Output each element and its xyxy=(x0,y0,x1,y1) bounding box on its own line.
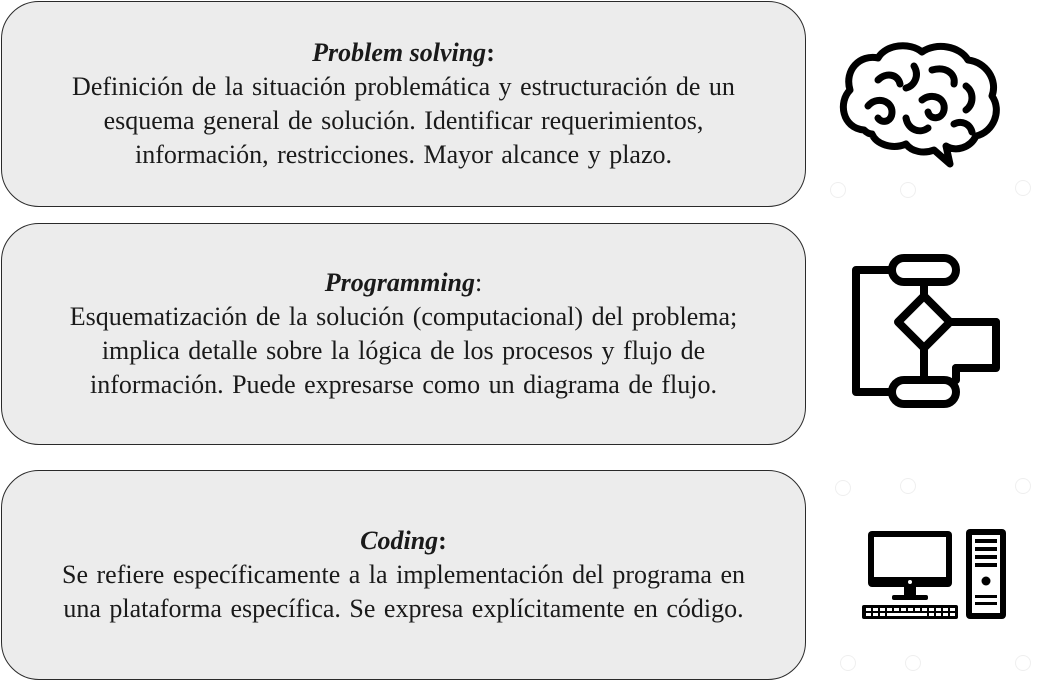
coding-box xyxy=(1,470,806,680)
box-description-line: esquema general de solución. Identificar requerimientos, xyxy=(103,106,704,135)
box-title-text: Coding xyxy=(360,526,439,555)
brain-icon xyxy=(834,40,1004,170)
box-description-line: Se refiere específicamente a la implementación del programa en xyxy=(62,560,745,589)
box-title xyxy=(360,524,447,558)
box-description-line: Esquematización de la solución (computacional) del problema; xyxy=(69,302,738,331)
box-description-line: implica detalle sobre la lógica de los procesos y flujo de xyxy=(101,336,706,365)
problem-solving-box xyxy=(1,1,806,207)
box-description-line: una plataforma específica. Se expresa explícitamente en código. xyxy=(63,594,744,623)
watermark-mark xyxy=(840,655,856,671)
programming-box xyxy=(1,223,806,445)
box-title-text: Programming xyxy=(324,268,475,297)
box-description-line: Definición de la situación problemática y estructuración de un xyxy=(72,72,735,101)
watermark-mark xyxy=(1015,180,1031,196)
watermark-mark xyxy=(905,655,921,671)
box-title-colon: : xyxy=(486,38,495,67)
desktop-computer-icon xyxy=(860,525,1010,625)
watermark-mark xyxy=(830,182,846,198)
box-description-line: información, restricciones. Mayor alcance y plazo. xyxy=(135,140,672,169)
watermark-mark xyxy=(1015,655,1031,671)
box-title xyxy=(312,36,495,70)
box-title xyxy=(325,266,482,300)
watermark-mark xyxy=(1015,478,1031,494)
box-title-colon: : xyxy=(438,526,447,555)
box-title-text: Problem solving xyxy=(312,38,487,67)
watermark-mark xyxy=(900,182,916,198)
flowchart-icon xyxy=(846,250,1006,410)
watermark-mark xyxy=(900,478,916,494)
box-title-colon: : xyxy=(475,268,483,297)
watermark-mark xyxy=(835,480,851,496)
box-description-line: información. Puede expresarse como un diagrama de flujo. xyxy=(90,370,717,399)
